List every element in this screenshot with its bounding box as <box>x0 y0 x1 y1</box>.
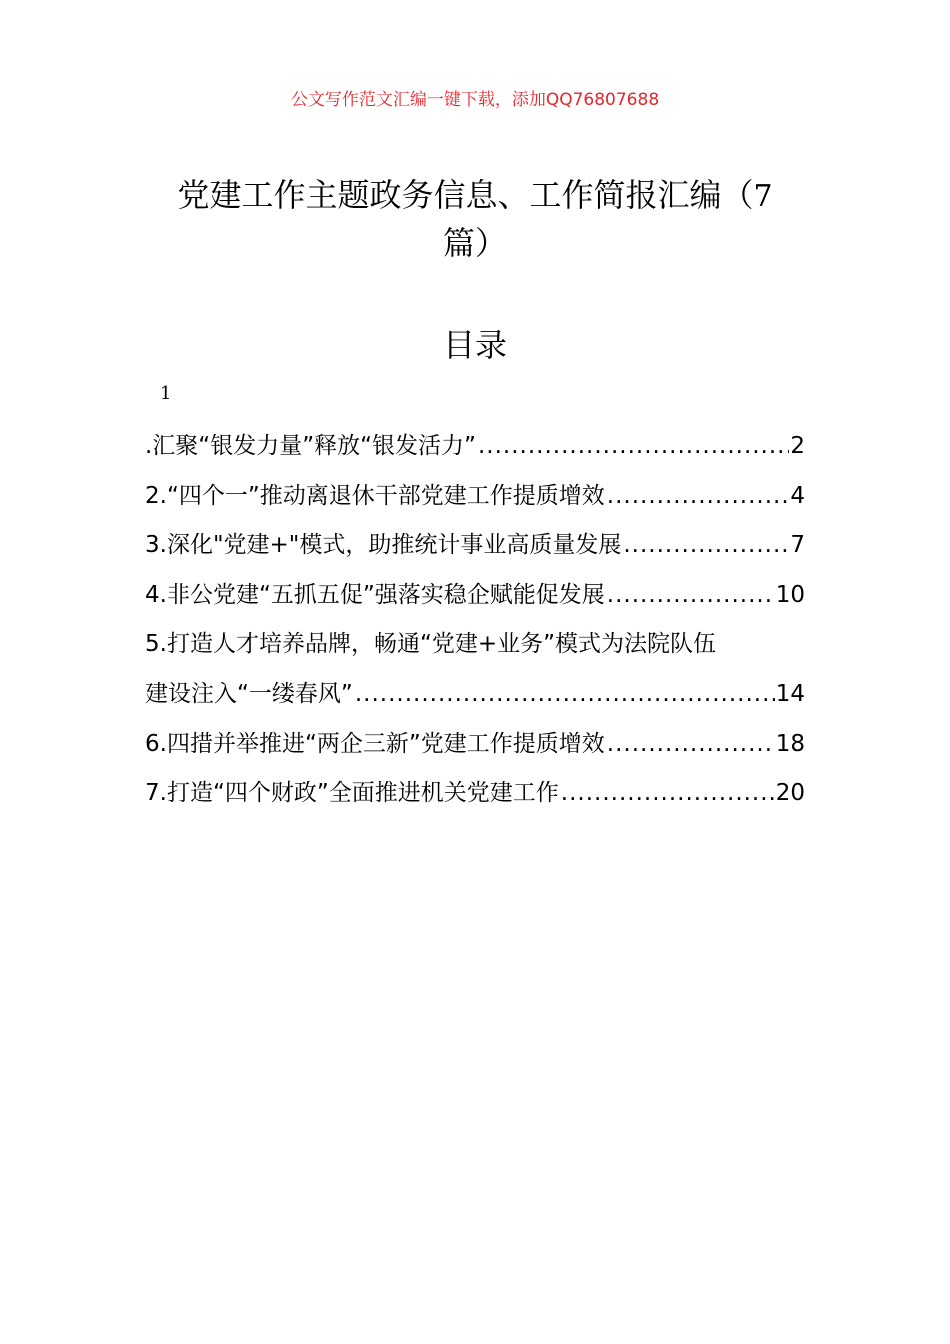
toc-entry-page: 20 <box>775 780 805 807</box>
toc-dot-leader <box>478 422 789 472</box>
toc-entry-label: 建设注入“一缕春风” <box>145 680 353 707</box>
toc-entry-page: 10 <box>775 581 805 608</box>
toc-dot-leader <box>607 720 775 770</box>
toc-entry-label: 5.打造人才培养品牌，畅通“党建+业务”模式为法院队伍 <box>145 631 717 658</box>
toc-entry-page: 7 <box>790 532 805 559</box>
toc-entry[interactable] <box>145 571 805 621</box>
toc-entry[interactable] <box>145 521 805 571</box>
toc-dot-leader <box>607 571 775 621</box>
download-banner: 公文写作范文汇编一键下载，添加QQ76807688 <box>290 90 660 110</box>
toc-dot-leader <box>355 670 775 720</box>
toc-entry-second-line[interactable] <box>145 670 805 720</box>
toc-dot-leader <box>607 472 790 522</box>
toc-entry-label: 3.深化"党建+"模式，助推统计事业高质量发展 <box>145 532 622 559</box>
toc-entry-label: 4.非公党建“五抓五促”强落实稳企赋能促发展 <box>145 581 605 608</box>
toc-entry-page: 14 <box>775 680 805 707</box>
toc-heading: 目录 <box>442 326 507 364</box>
document-title <box>140 172 810 267</box>
title-text: 党建工作主题政务信息、工作简报汇编（ <box>177 176 754 214</box>
toc-entry-page: 2 <box>790 433 805 459</box>
toc-entry[interactable] <box>145 720 805 770</box>
toc-entry-page: 4 <box>790 482 805 509</box>
toc-dot-leader <box>623 521 789 571</box>
toc-entry-page: 18 <box>775 730 805 757</box>
toc-entry[interactable] <box>145 472 805 522</box>
toc-entry[interactable] <box>145 769 805 819</box>
title-text-end: 篇） <box>442 224 507 262</box>
toc-dot-leader <box>561 769 775 819</box>
toc-entry-label: 7.打造“四个财政”全面推进机关党建工作 <box>145 780 559 807</box>
table-of-contents <box>145 422 805 819</box>
toc-entry-label: .汇聚“银发力量”释放“银发活力” <box>145 433 476 459</box>
toc-entry-label: 2.“四个一”推动离退休干部党建工作提质增效 <box>145 482 605 509</box>
toc-entry-first-line[interactable] <box>145 620 805 670</box>
toc-entry[interactable] <box>145 422 805 472</box>
title-count: 7 <box>753 179 773 214</box>
toc-entry-label: 6.四措并举推进“两企三新”党建工作提质增效 <box>145 730 605 757</box>
stray-number: 1 <box>160 383 172 404</box>
